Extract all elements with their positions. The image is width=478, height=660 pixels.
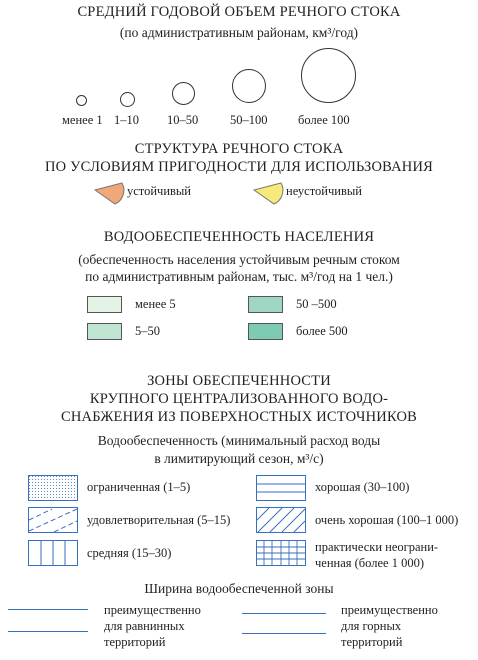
supply-label-2: 5–50: [135, 324, 160, 338]
volume-subtitle: (по административным районам, км³/год): [119, 25, 359, 40]
stable-label: устойчивый: [127, 184, 192, 198]
plain-label-line1: преимущественно: [104, 603, 201, 617]
supply-swatch-2: [87, 323, 122, 340]
supply-label-1: менее 5: [135, 297, 176, 311]
size-label-3: 10–50: [167, 113, 199, 127]
plain-label-line2: для равнинных: [104, 619, 185, 633]
zone-label-very-good: очень хорошая (100–1 000): [315, 513, 459, 527]
mountain-label-line3: территорий: [341, 635, 403, 649]
pattern-very-good-diagonal: [256, 507, 306, 533]
circle-size-2: [120, 92, 135, 107]
unstable-sector-icon: [252, 181, 286, 207]
size-label-2: 1–10: [114, 113, 139, 127]
size-label-4: 50–100: [230, 113, 268, 127]
mountain-label-line1: преимущественно: [341, 603, 438, 617]
width-line-plain: [8, 609, 88, 610]
zone-label-satisfactory: удовлетворительная (5–15): [87, 513, 231, 527]
width-line-mountain-lower: [242, 633, 326, 634]
circle-size-4: [232, 69, 266, 103]
zone-label-medium: средняя (15–30): [87, 546, 172, 560]
pattern-satisfactory-dashed: [28, 507, 78, 533]
zones-subtitle-line1: Водообеспеченность (минимальный расход воды: [97, 433, 381, 448]
supply-swatch-4: [248, 323, 283, 340]
structure-title-line2: ПО УСЛОВИЯМ ПРИГОДНОСТИ ДЛЯ ИСПОЛЬЗОВАНИЯ: [45, 159, 433, 175]
pattern-unlimited-grid: [256, 540, 306, 566]
stable-sector-shape: [95, 183, 124, 204]
zones-title-line2: КРУПНОГО ЦЕНТРАЛИЗОВАННОГО ВОДО-: [89, 391, 389, 407]
unstable-label: неустойчивый: [286, 184, 362, 198]
size-label-5: более 100: [298, 113, 350, 127]
zones-title-line3: СНАБЖЕНИЯ ИЗ ПОВЕРХНОСТНЫХ ИСТОЧНИКОВ: [60, 409, 417, 425]
supply-swatch-1: [87, 296, 122, 313]
volume-title: СРЕДНИЙ ГОДОВОЙ ОБЪЕМ РЕЧНОГО СТОКА: [77, 4, 401, 20]
mountain-label-line2: для горных: [341, 619, 402, 633]
size-label-1: менее 1: [62, 113, 103, 127]
zone-label-limited: ограниченная (1–5): [87, 480, 191, 494]
supply-subtitle-line2: по административным районам, тыс. м³/год на 1 чел.): [85, 269, 393, 284]
width-title: Ширина водообеспеченной зоны: [144, 581, 334, 596]
pattern-medium-vertical: [28, 540, 78, 566]
plain-label-line3: территорий: [104, 635, 166, 649]
supply-label-3: 50 –500: [296, 297, 337, 311]
zone-label-good: хорошая (30–100): [315, 480, 410, 494]
pattern-limited-dots: [28, 475, 78, 501]
supply-subtitle-line1: (обеспеченность населения устойчивым речным стоком: [78, 252, 400, 267]
pattern-good-horizontal: [256, 475, 306, 501]
circle-size-5: [301, 48, 356, 103]
supply-swatch-3: [248, 296, 283, 313]
width-line-mountain: [242, 613, 326, 614]
circle-size-3: [172, 82, 195, 105]
zone-label-unlimited-line1: практически неограни-: [315, 540, 439, 554]
unstable-sector-shape: [254, 183, 283, 204]
zones-subtitle-line2: в лимитирующий сезон, м³/с): [154, 451, 324, 466]
supply-title: ВОДООБЕСПЕЧЕННОСТЬ НАСЕЛЕНИЯ: [103, 229, 375, 245]
supply-label-4: более 500: [296, 324, 348, 338]
width-line-plain-lower: [8, 631, 88, 632]
stable-sector-icon: [93, 181, 127, 207]
circle-size-1: [76, 95, 87, 106]
zones-title-line1: ЗОНЫ ОБЕСПЕЧЕННОСТИ: [147, 373, 331, 389]
zone-label-unlimited-line2: ченная (более 1 000): [315, 556, 424, 570]
structure-title-line1: СТРУКТУРА РЕЧНОГО СТОКА: [134, 141, 344, 157]
